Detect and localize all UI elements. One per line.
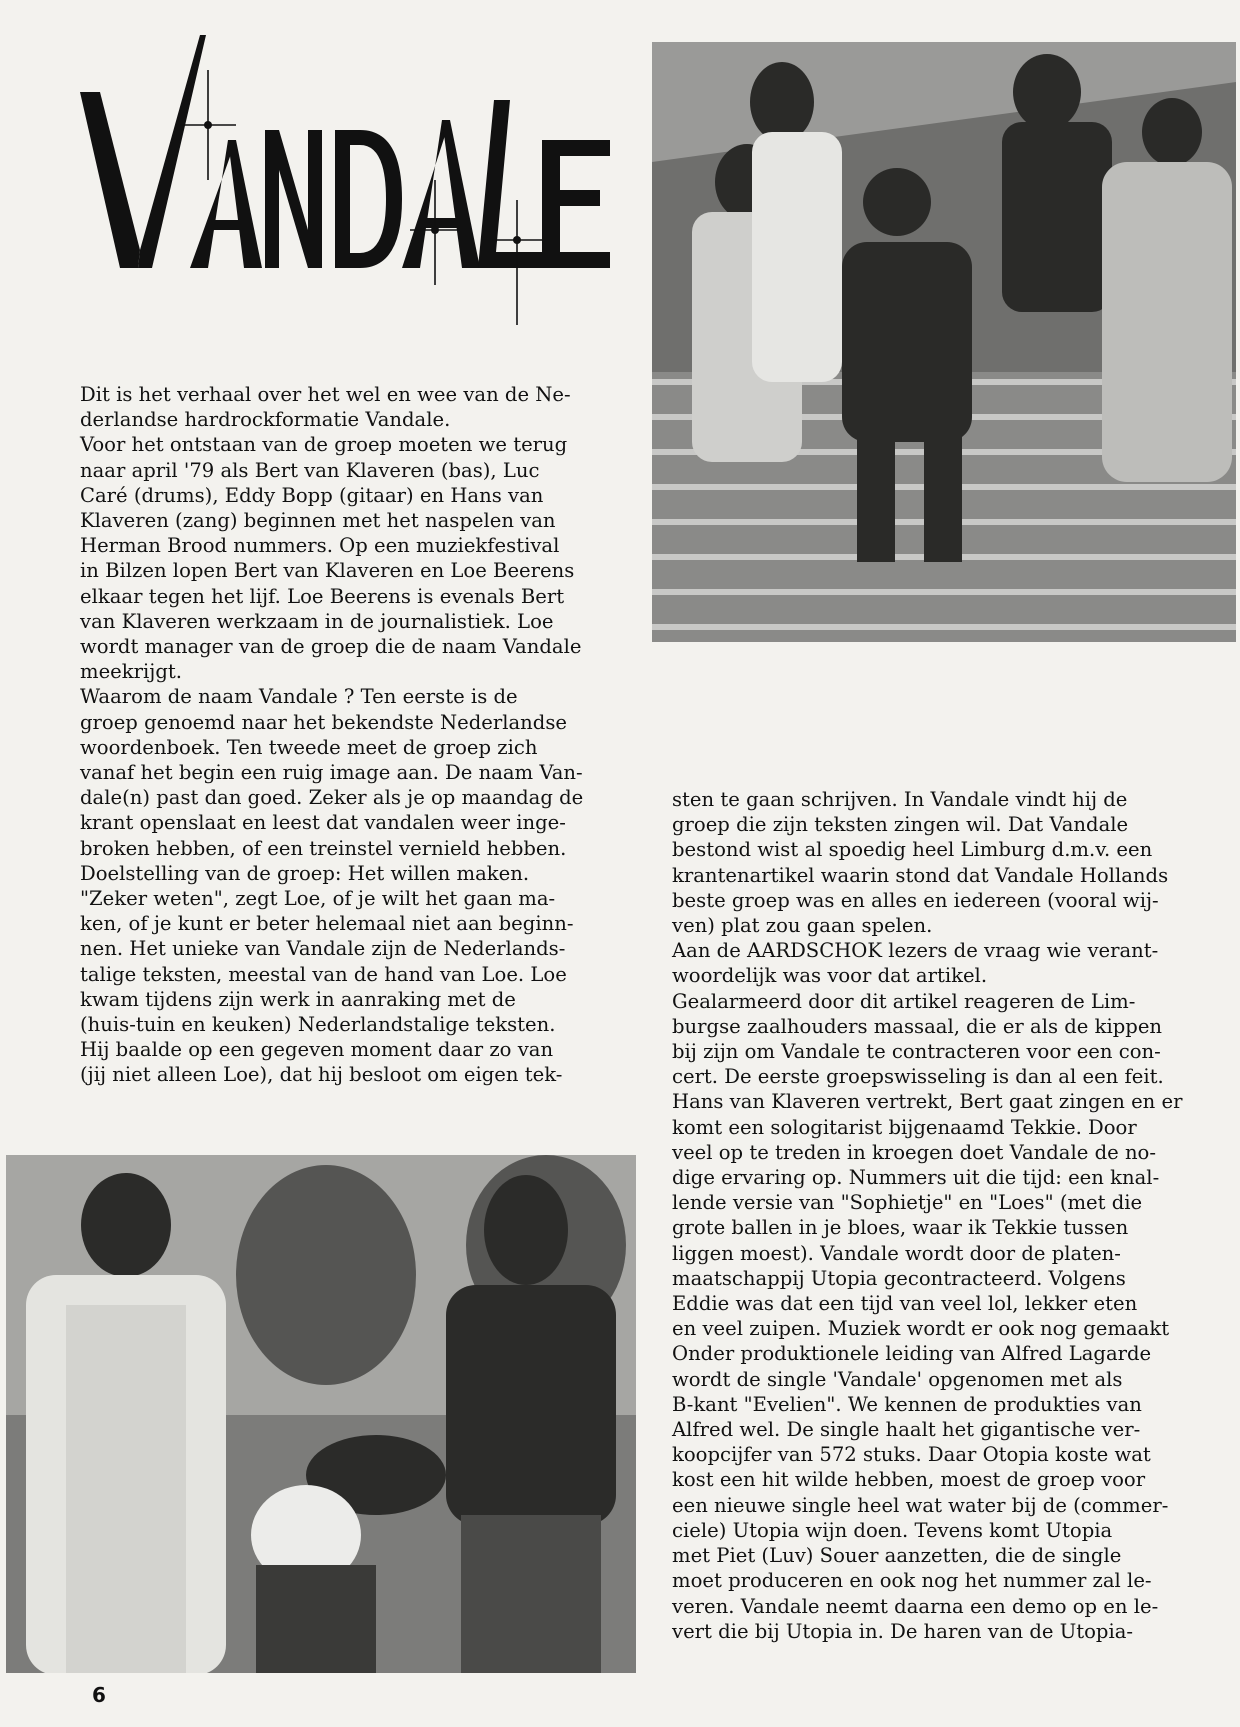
text-line: vanaf het begin een ruig image aan. De naam Van- [80,761,583,785]
text-line: sten te gaan schrijven. In Vandale vindt hij de [672,788,1128,811]
text-line: ven) plat zou gaan spelen. [672,914,933,938]
text-line: maatschappij Utopia gecontracteerd. Volgens [672,1266,1126,1290]
text-line: kost een hit wilde hebben, moest de groep voor [672,1468,1146,1492]
text-line: dale(n) past dan goed. Zeker als je op maandag de [80,786,584,810]
article-column-right [672,787,1232,1644]
text-line: Dit is het verhaal over het wel en wee van de Ne- [80,383,571,406]
text-line: Voor het ontstaan van de groep moeten we terug [80,433,568,457]
text-line: elkaar tegen het lijf. Loe Beerens is evenals Bert [80,584,565,608]
text-line: Onder produktionele leiding van Alfred Lagarde [672,1342,1152,1366]
text-line: Aan de AARDSCHOK lezers de vraag wie verant- [672,939,1159,963]
text-line: (huis-tuin en keuken) Nederlandstalige teksten. [80,1013,556,1037]
text-line: moet produceren en ook nog het nummer zal le- [672,1569,1152,1593]
text-line: ken, of je kunt er beter helemaal niet aan beginn- [80,912,574,936]
text-line: krant openslaat en leest dat vandalen weer inge- [80,811,566,835]
text-line: naar april '79 als Bert van Klaveren (bas), Luc [80,458,540,482]
text-line: vert die bij Utopia in. De haren van de Utopia- [672,1619,1134,1643]
text-line: burgse zaalhouders massaal, die er als de kippen [672,1014,1163,1038]
text-line: ciele) Utopia wijn doen. Tevens komt Utopia [672,1518,1113,1542]
group-photo-outdoor [6,1155,636,1673]
text-line: woordenboek. Ten tweede meet de groep zich [80,735,538,759]
text-line: Alfred wel. De single haalt het gigantische ver- [672,1418,1141,1442]
text-line: dige ervaring op. Nummers uit die tijd: een knal- [672,1166,1160,1190]
text-line: (jij niet alleen Loe), dat hij besloot om eigen tek- [80,1063,563,1087]
text-line: "Zeker weten", zegt Loe, of je wilt het gaan ma- [80,887,556,911]
text-line: liggen moest). Vandale wordt door de platen- [672,1241,1121,1265]
text-line: bestond wist al spoedig heel Limburg d.m.v. een [672,838,1153,862]
group-photo-stairs [652,42,1236,642]
text-line: Waarom de naam Vandale ? Ten eerste is de [80,685,518,709]
text-line: lende versie van "Sophietje" en "Loes" (met die [672,1191,1143,1215]
text-line: in Bilzen lopen Bert van Klaveren en Loe Beerens [80,559,575,583]
text-line: Hans van Klaveren vertrekt, Bert gaat zingen en er [672,1090,1183,1114]
text-line: broken hebben, of een treinstel vernield hebben. [80,836,567,860]
text-line: veel op te treden in kroegen doet Vandale de no- [672,1140,1156,1164]
text-line: met Piet (Luv) Souer aanzetten, die de single [672,1544,1122,1568]
text-line: talige teksten, meestal van de hand van Loe. Loe [80,962,567,986]
text-line: Gealarmeerd door dit artikel reageren de Lim- [672,989,1136,1013]
text-line: groep die zijn teksten zingen wil. Dat Vandale [672,813,1129,837]
text-line: Doelstelling van de groep: Het willen maken. [80,861,530,885]
article-column-left [80,382,640,1088]
text-line: derlandse hardrockformatie Vandale. [80,408,451,432]
text-line: koopcijfer van 572 stuks. Daar Otopia koste wat [672,1443,1151,1467]
text-line: Caré (drums), Eddy Bopp (gitaar) en Hans van [80,483,544,507]
page-number: 6 [92,1683,106,1707]
text-line: woordelijk was voor dat artikel. [672,964,988,988]
text-line: meekrijgt. [80,660,182,684]
text-line: groep genoemd naar het bekendste Nederlandse [80,710,567,734]
text-line: grote ballen in je bloes, waar ik Tekkie tussen [672,1216,1129,1240]
text-line: en veel zuipen. Muziek wordt er ook nog gemaakt [672,1317,1170,1341]
text-line: bij zijn om Vandale te contracteren voor een con- [672,1040,1161,1064]
text-line: Herman Brood nummers. Op een muziekfestival [80,534,560,558]
text-line: kwam tijdens zijn werk in aanraking met de [80,987,516,1011]
text-line: B-kant "Evelien". We kennen de produkties van [672,1392,1142,1416]
text-line: wordt manager van de groep die de naam Vandale [80,635,582,659]
text-line: krantenartikel waarin stond dat Vandale Hollands [672,863,1169,887]
text-line: Klaveren (zang) beginnen met het naspelen van [80,509,556,533]
text-line: komt een sologitarist bijgenaamd Tekkie. Door [672,1115,1137,1139]
text-line: Eddie was dat een tijd van veel lol, lekker eten [672,1292,1138,1316]
text-line: veren. Vandale neemt daarna een demo op en le- [672,1594,1159,1618]
vandale-logo [80,30,620,330]
text-line: wordt de single 'Vandale' opgenomen met als [672,1367,1123,1391]
text-line: beste groep was en alles en iedereen (vooral wij- [672,888,1159,912]
text-line: Hij baalde op een gegeven moment daar zo van [80,1038,554,1062]
text-line: cert. De eerste groepswisseling is dan al een feit. [672,1065,1164,1089]
text-line: nen. Het unieke van Vandale zijn de Nederlands- [80,937,566,961]
text-line: een nieuwe single heel wat water bij de (commer- [672,1493,1169,1517]
text-line: van Klaveren werkzaam in de journalistiek. Loe [80,609,554,633]
